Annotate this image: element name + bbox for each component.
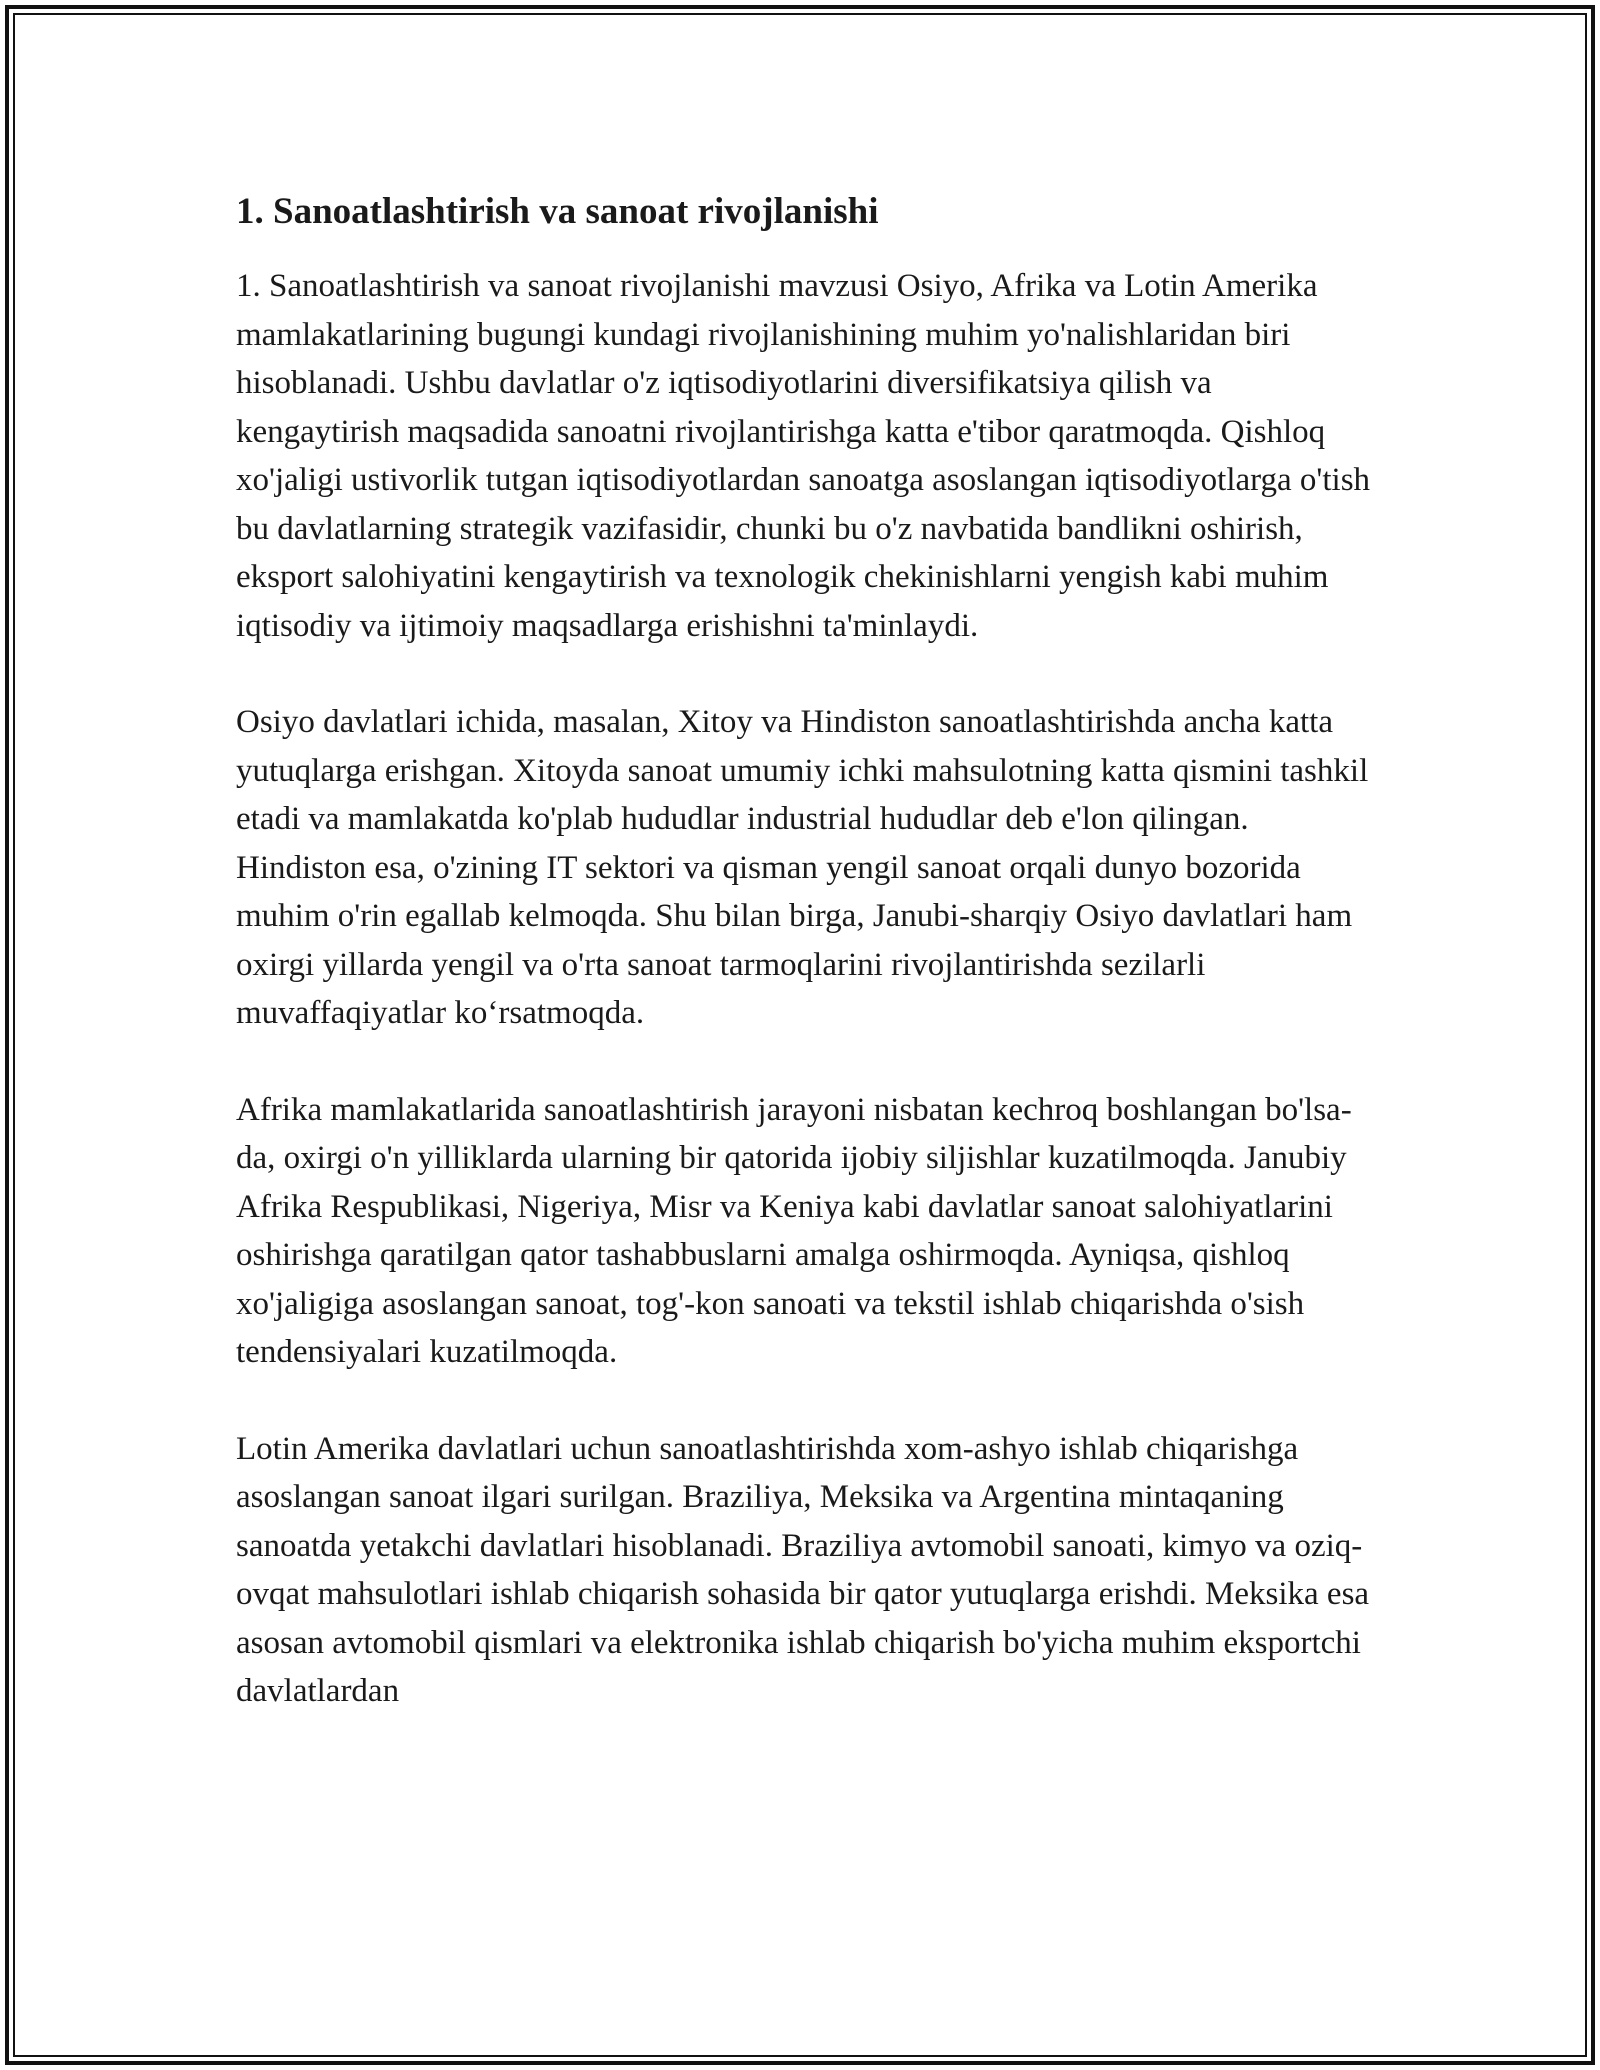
section-heading: 1. Sanoatlashtirish va sanoat rivojlanishi — [236, 191, 879, 232]
paragraph-asia: Osiyo davlatlari ichida, masalan, Xitoy va Hindiston sanoatlashtirishda ancha katta yutuqlarga erishgan. Xitoyda sanoat umumiy ichki mahsulotning katta qismini tashkil etadi va mamlakatda ko'plab hududlar industrial hududlar deb e'lon qilingan. Hindiston esa, o'zining IT sektori va qisman yengil sanoat orqali dunyo bozorida muhim o'rin egallab kelmoqda. Shu bilan birga, Janubi-sharqiy Osiyo davlatlari ham oxirgi yillarda yengil va o'rta sanoat tarmoqlarini rivojlantirishda sezilarli muvaffaqiyatlar ko‘rsatmoqda. — [236, 704, 1369, 1031]
paragraph-latin-america: Lotin Amerika davlatlari uchun sanoatlashtirishda xom-ashyo ishlab chiqarishga asoslangan sanoat ilgari surilgan. Braziliya, Meksika va Argentina mintaqaning sanoatda yetakchi davlatlari hisoblanadi. Braziliya avtomobil sanoati, kimyo va oziq-ovqat mahsulotlari ishlab chiqarish sohasida bir qator yutuqlarga erishdi. Meksika esa asosan avtomobil qismlari va elektronika ishlab chiqarish bo'yicha muhim eksportchi davlatlardan — [236, 1430, 1370, 1709]
paragraph-intro: 1. Sanoatlashtirish va sanoat rivojlanishi mavzusi Osiyo, Afrika va Lotin Amerika mamlakatlarining bugungi kundagi rivojlanishining muhim yo'nalishlaridan biri hisoblanadi. Ushbu davlatlar o'z iqtisodiyotlarini diversifikatsiya qilish va kengaytirish maqsadida sanoatni rivojlantirishga katta e'tibor qaratmoqda. Qishloq xo'jaligi ustivorlik tutgan iqtisodiyotlardan sanoatga asoslangan iqtisodiyotlarga o'tish bu davlatlarning strategik vazifasidir, chunki bu o'z navbatida bandlikni oshirish, eksport salohiyatini kengaytirish va texnologik chekinishlarni yengish kabi muhim iqtisodiy va ijtimoiy maqsadlarga erishishni ta'minlaydi. — [236, 268, 1371, 644]
document-body — [236, 188, 1376, 1716]
paragraph-africa: Afrika mamlakatlarida sanoatlashtirish jarayoni nisbatan kechroq boshlangan bo'lsa-da, oxirgi o'n yilliklarda ularning bir qatorida ijobiy siljishlar kuzatilmoqda. Janubiy Afrika Respublikasi, Nigeriya, Misr va Keniya kabi davlatlar sanoat salohiyatlarini oshirishga qaratilgan qator tashabbuslarni amalga oshirmoqda. Ayniqsa, qishloq xo'jaligiga asoslangan sanoat, tog'-kon sanoati va tekstil ishlab chiqarishda o'sish tendensiyalari kuzatilmoqda. — [236, 1091, 1352, 1370]
